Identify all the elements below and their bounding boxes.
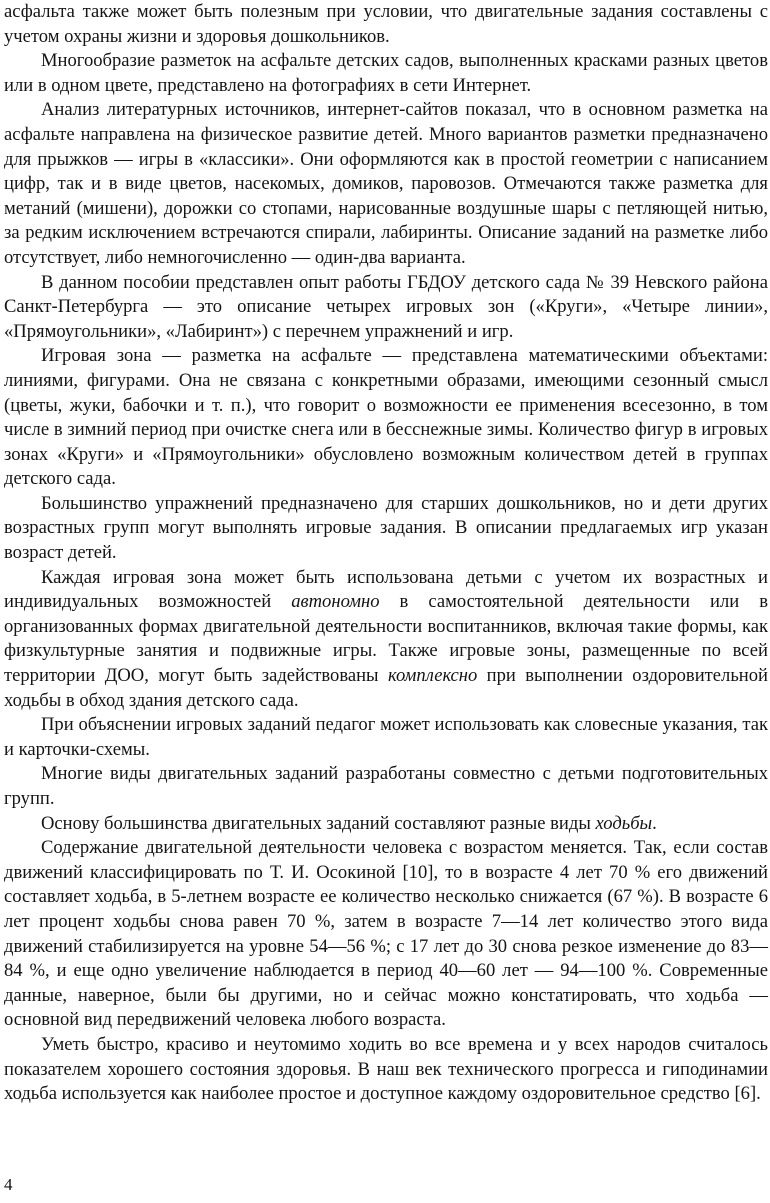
paragraph [4, 836, 768, 1033]
paragraph-text: Игровая зона — разметка на асфальте — представлена математическими объектами: линиями, фигурами. Она не связана с конкретными образами, имеющими сезонный смысл (цветы, жуки, бабочки и т. п.), что говорит о возможности ее применения всесезонно, в том числе в зимний период при очистке снега или в бесснежные зимы. Количество фигур в игровых зонах «Круги» и «Прямоугольники» обусловлено возможным количеством детей в группах детского сада. [4, 345, 768, 490]
emphasis-text: комплексно [387, 665, 478, 687]
paragraph-text: Основу большинства двигательных заданий составляют разные виды [41, 812, 596, 834]
paragraph [4, 0, 768, 49]
paragraph [4, 98, 768, 270]
paragraph-text: Большинство упражнений предназначено для старших дошкольников, но и дети других возрастных групп могут выполнять игровые задания. В описании предлагаемых игр указан возраст детей. [4, 492, 768, 564]
paragraph [4, 49, 768, 98]
emphasis-text: ходьбы [595, 812, 653, 834]
paragraph [4, 492, 768, 566]
document-page [4, 0, 768, 1107]
paragraph [4, 344, 768, 492]
body-text [4, 0, 768, 1107]
paragraph-text: . [652, 812, 657, 834]
paragraph-text: Многие виды двигательных заданий разработаны совместно с детьми подготовительных групп. [4, 763, 768, 809]
paragraph-text: В данном пособии представлен опыт работы ГБДОУ детского сада № 39 Невского района Санкт-Петербурга — это описание четырех игровых зон («Круги», «Четыре линии», «Прямоугольники», «Лабиринт») с перечнем упражнений и игр. [4, 271, 768, 342]
paragraph-text: асфальта также может быть полезным при условии, что двигательные задания составлены с учетом охраны жизни и здоровья дошкольников. [4, 1, 768, 47]
emphasis-text: автономно [291, 591, 380, 613]
paragraph-text: Содержание двигательной деятельности человека с возрастом меняется. Так, если состав движений классифицировать по Т. И. Осокиной [10], то в возрасте 4 лет 70 % его движений составляет ходьба, в 5-летнем возрасте ее количество несколько снижается (67 %). В возрасте 6 лет процент ходьбы снова равен 70 %, затем в возрасте 7—14 лет количество этого вида движений стабилизируется на уровне 54—56 %; с 17 лет до 30 снова резкое изменение до 83—84 %, и еще одно увеличение наблюдается в период 40—60 лет — 94—100 %. Современные данные, наверное, были бы другими, но и сейчас можно констатировать, что ходьба — основной вид передвижений человека любого возраста. [4, 837, 768, 1031]
paragraph [4, 1033, 768, 1107]
paragraph [4, 566, 768, 714]
paragraph-text: Каждая игровая зона может быть использована детьми с учетом их возрастных и индивидуальных возможностей [4, 566, 768, 613]
paragraph-text: Анализ литературных источников, интернет-сайтов показал, что в основном разметка на асфальте направлена на физическое развитие детей. Много вариантов разметки предназначено для прыжков — игры в «классики». Они оформляются как в простой геометрии с написанием цифр, так и в виде цветов, насекомых, домиков, паровозов. Отмечаются также разметка для метаний (мишени), дорожки со стопами, нарисованные воздушные шары с петляющей нитью, за редким исключением встречаются спирали, лабиринты. Описание заданий на разметке либо отсутствует, либо немногочисленно — один-два варианта. [4, 99, 768, 268]
paragraph-text: при выполнении оздоровительной ходьбы в обход здания детского сада. [4, 665, 768, 711]
paragraph [4, 762, 768, 811]
paragraph [4, 271, 768, 345]
paragraph [4, 812, 768, 837]
paragraph-text: в самостоятельной деятельности или в организованных формах двигательной деятельности воспитанников, включая такие формы, как физкультурные занятия и подвижные игры. Также игровые зоны, размещенные по всей территории ДОО, могут быть задействованы [4, 591, 768, 687]
paragraph-text: Уметь быстро, красиво и неутомимо ходить во все времена и у всех народов считалось показателем хорошего состояния здоровья. В наш век технического прогресса и гиподинамии ходьба используется как наиболее простое и доступное каждому оздоровительное средство [6]. [4, 1033, 768, 1105]
page-number: 4 [4, 1175, 13, 1194]
paragraph-text: Многообразие разметок на асфальте детских садов, выполненных красками разных цветов или в одном цвете, представлено на фотографиях в сети Интернет. [4, 50, 768, 96]
paragraph-text: При объяснении игровых заданий педагог может использовать как словесные указания, так и карточки-схемы. [4, 714, 768, 760]
paragraph [4, 713, 768, 762]
